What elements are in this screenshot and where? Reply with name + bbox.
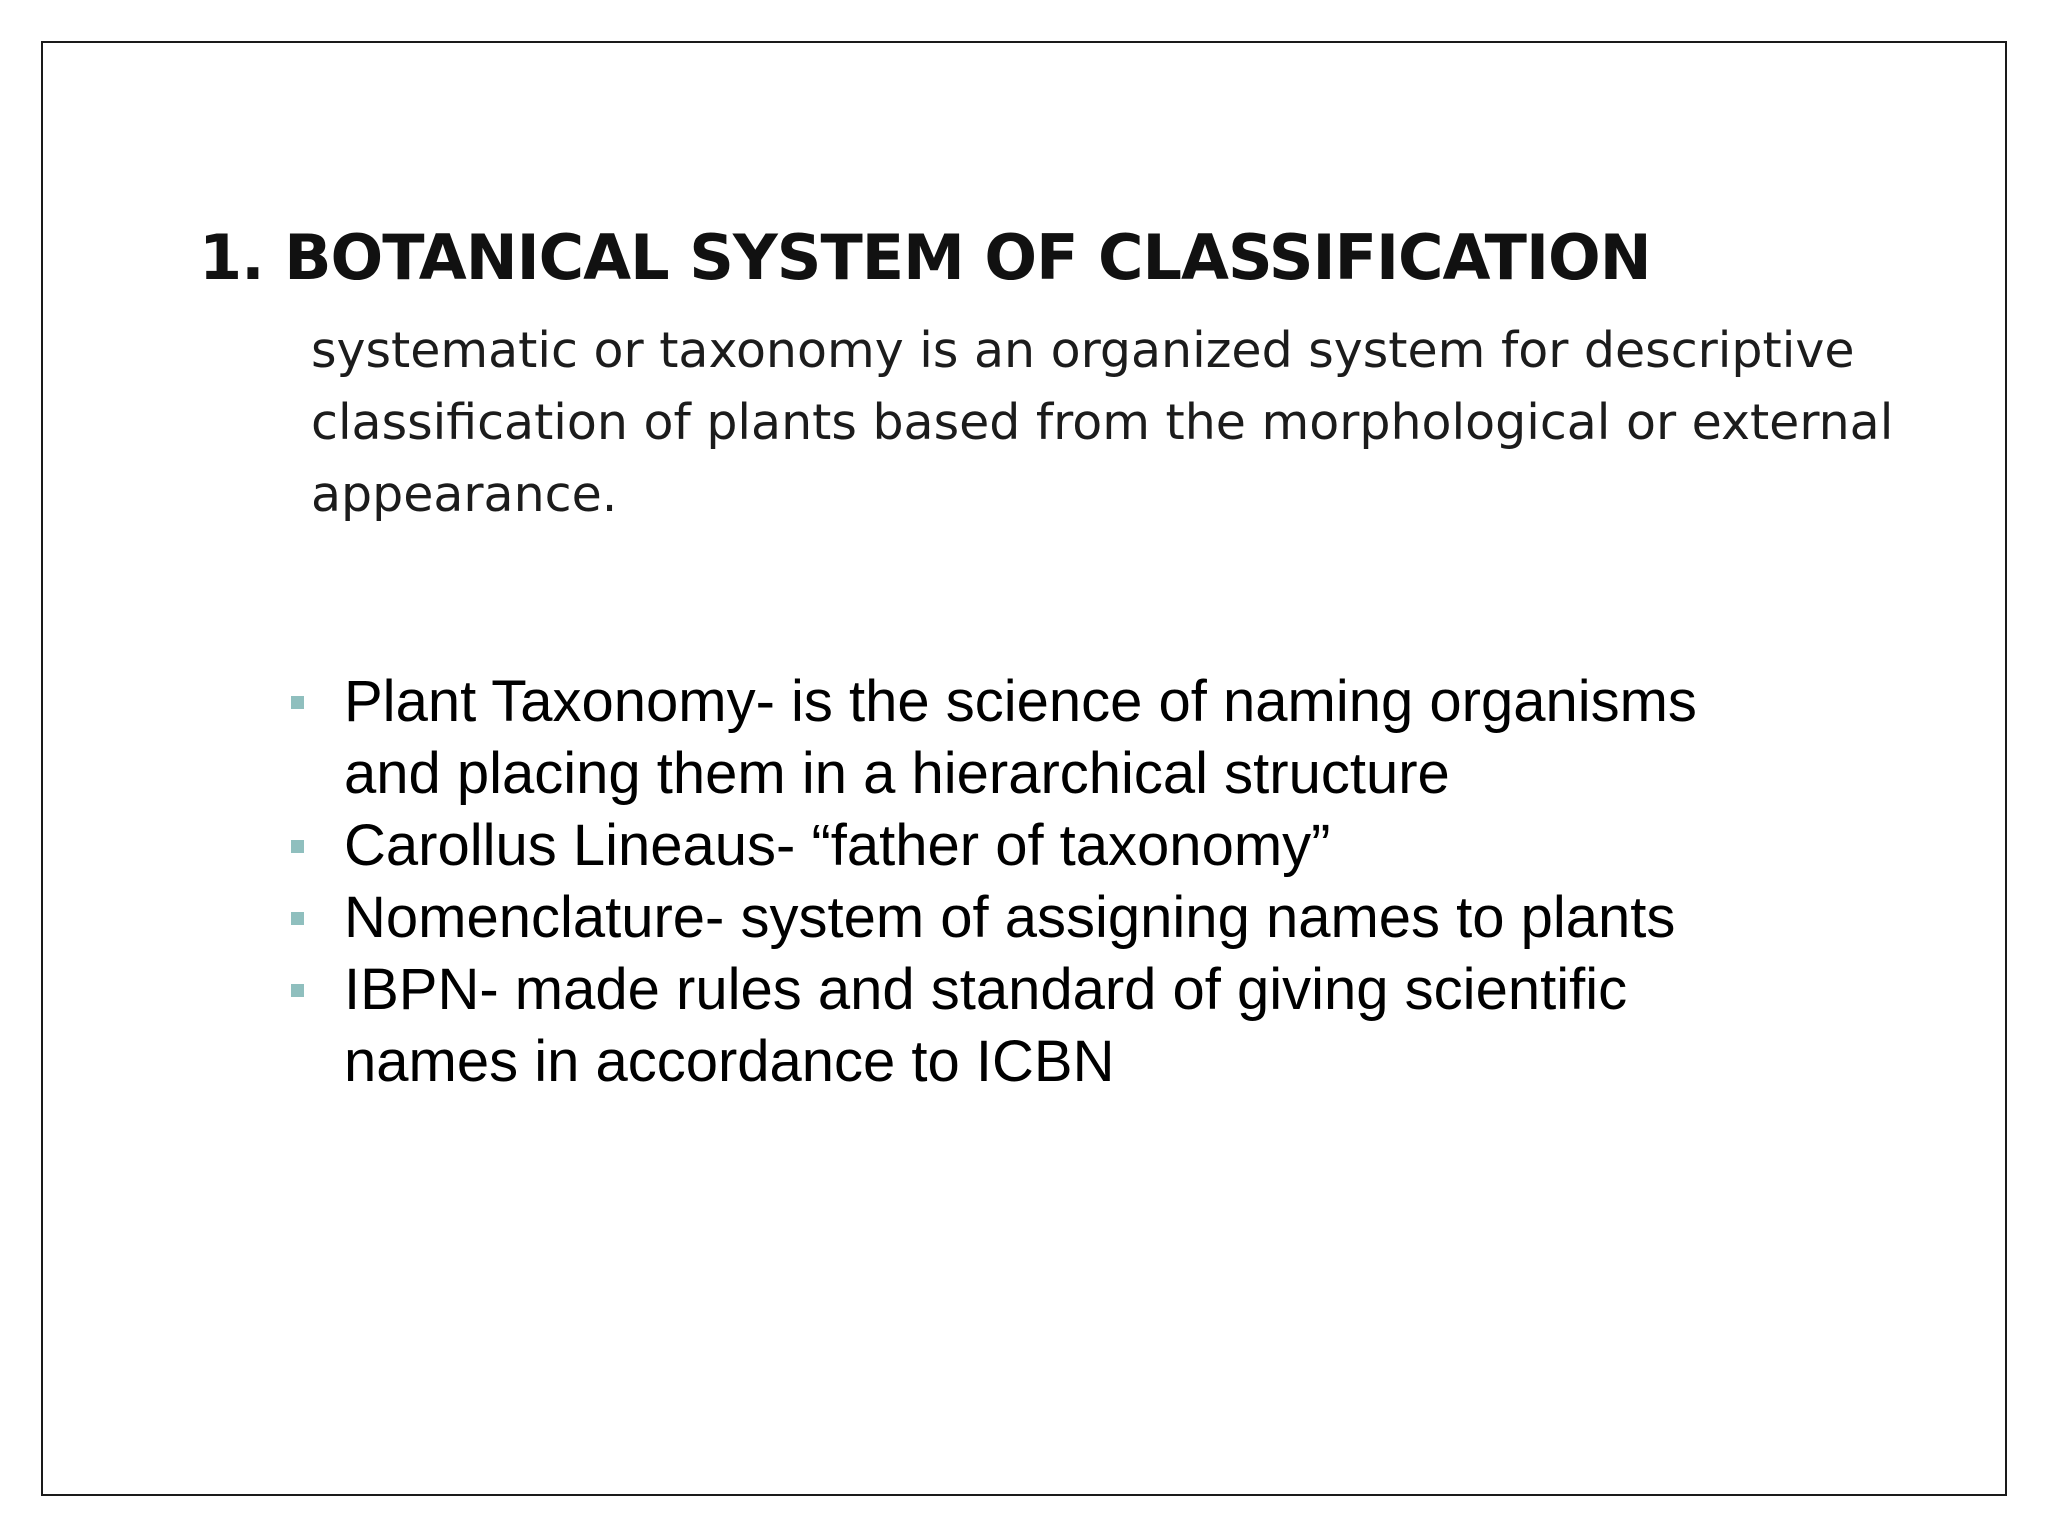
bullet-item-plant-taxonomy — [287, 666, 1807, 810]
square-bullet-icon — [291, 984, 304, 997]
square-bullet-icon — [291, 840, 304, 853]
slide-frame — [41, 41, 2007, 1496]
slide-title: 1. BOTANICAL SYSTEM OF CLASSIFICATION — [199, 221, 1651, 294]
bullet-text: IBPN- made rules and standard of giving scientific names in accordance to ICBN — [344, 957, 1628, 1094]
slide-subtitle: systematic or taxonomy is an organized system for descriptive classification of plants based from the morphological or external appearance. — [311, 322, 1894, 523]
bullet-text: Plant Taxonomy- is the science of naming organisms and placing them in a hierarchical structure — [344, 669, 1697, 806]
bullet-item-nomenclature — [287, 882, 1807, 954]
square-bullet-icon — [291, 696, 304, 709]
bullet-text: Carollus Lineaus- “father of taxonomy” — [344, 813, 1331, 878]
bullet-list — [287, 666, 1807, 1098]
bullet-text: Nomenclature- system of assigning names to plants — [344, 885, 1676, 950]
bullet-item-carollus-lineaus — [287, 810, 1807, 882]
square-bullet-icon — [291, 912, 304, 925]
bullet-item-ibpn — [287, 954, 1807, 1098]
